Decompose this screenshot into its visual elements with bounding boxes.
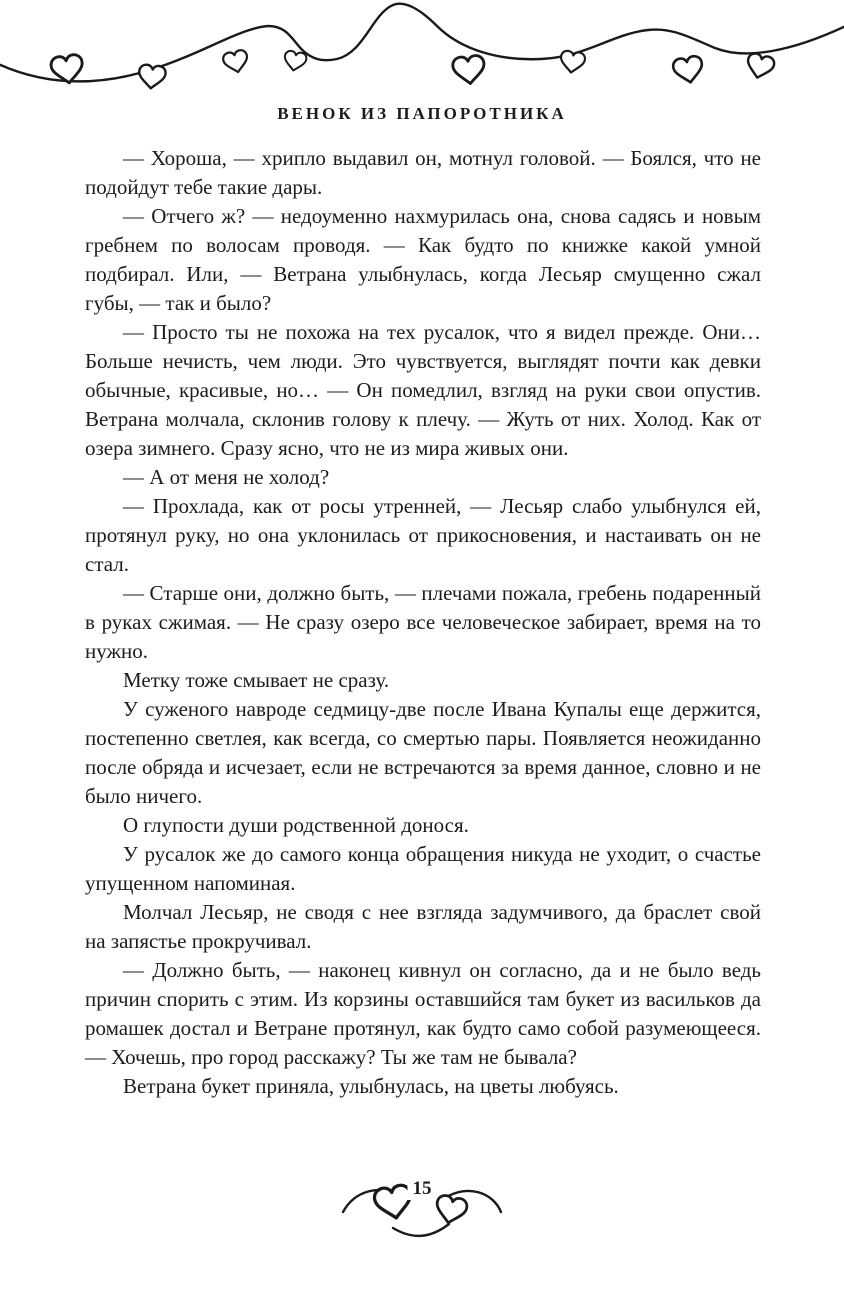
- page-title: ВЕНОК ИЗ ПАПОРОТНИКА: [277, 104, 567, 123]
- paragraph: — Хороша, — хрипло выдавил он, мотнул головой. — Боялся, что не подойдут тебе такие дары.: [85, 146, 761, 199]
- paragraph: Ветрана букет приняла, улыбнулась, на цветы любуясь.: [123, 1074, 619, 1098]
- hearts-garland-icon: [0, 0, 844, 110]
- paragraph: — Должно быть, — наконец кивнул он согласно, да и не было ведь причин спорить с этим. Из корзины оставшийся там букет из васильков да ромашек достал и Ветране протянул, как будто само собой разумеющееся. — Хочешь, про город расскажу? Ты же там не бывала?: [85, 958, 761, 1069]
- paragraph: У русалок же до самого конца обращения никуда не уходит, о счастье упущенном напоминая.: [85, 842, 761, 895]
- paragraph: — Отчего ж? — недоуменно нахмурилась она, снова садясь и новым гребнем по волосам проводя. — Как будто по книжке какой умной подбирал. Или, — Ветрана улыбнулась, когда Лесьяр смущенно сжал губы, — так и было?: [85, 204, 761, 315]
- paragraph: У суженого навроде седмицу-две после Ивана Купалы еще держится, постепенно светлея, как всегда, со смертью пары. Появляется неожиданно после обряда и исчезает, если не встречаются за время данное, словно и не было ничего.: [85, 697, 761, 808]
- page-number: 15: [408, 1178, 437, 1200]
- paragraph: О глупости души родственной донося.: [123, 813, 469, 837]
- paragraph: — А от меня не холод?: [123, 465, 330, 489]
- paragraph: Метку тоже смывает не сразу.: [123, 668, 390, 692]
- paragraph: — Старше они, должно быть, — плечами пожала, гребень подаренный в руках сжимая. — Не сразу озеро все человеческое забирает, время на то нужно.: [85, 581, 761, 663]
- paragraph: — Просто ты не похожа на тех русалок, что я видел прежде. Они… Больше нечисть, чем люди. Это чувствуется, выглядят почти как девки обычные, красивые, но… — Он помедлил, взгляд на руки свои опустив. Ветрана молчала, склонив голову к плечу. — Жуть от них. Холод. Как от озера зимнего. Сразу ясно, что не из мира живых они.: [85, 320, 761, 460]
- page-footer: [327, 1172, 517, 1244]
- body-text: [85, 144, 761, 1101]
- paragraph: Молчал Лесьяр, не сводя с нее взгляда задумчивого, да браслет свой на запястье прокручивал.: [85, 900, 761, 953]
- paragraph: — Прохлада, как от росы утренней, — Лесьяр слабо улыбнулся ей, протянул руку, но она уклонилась от прикосновения, и настаивать он не стал.: [85, 494, 761, 576]
